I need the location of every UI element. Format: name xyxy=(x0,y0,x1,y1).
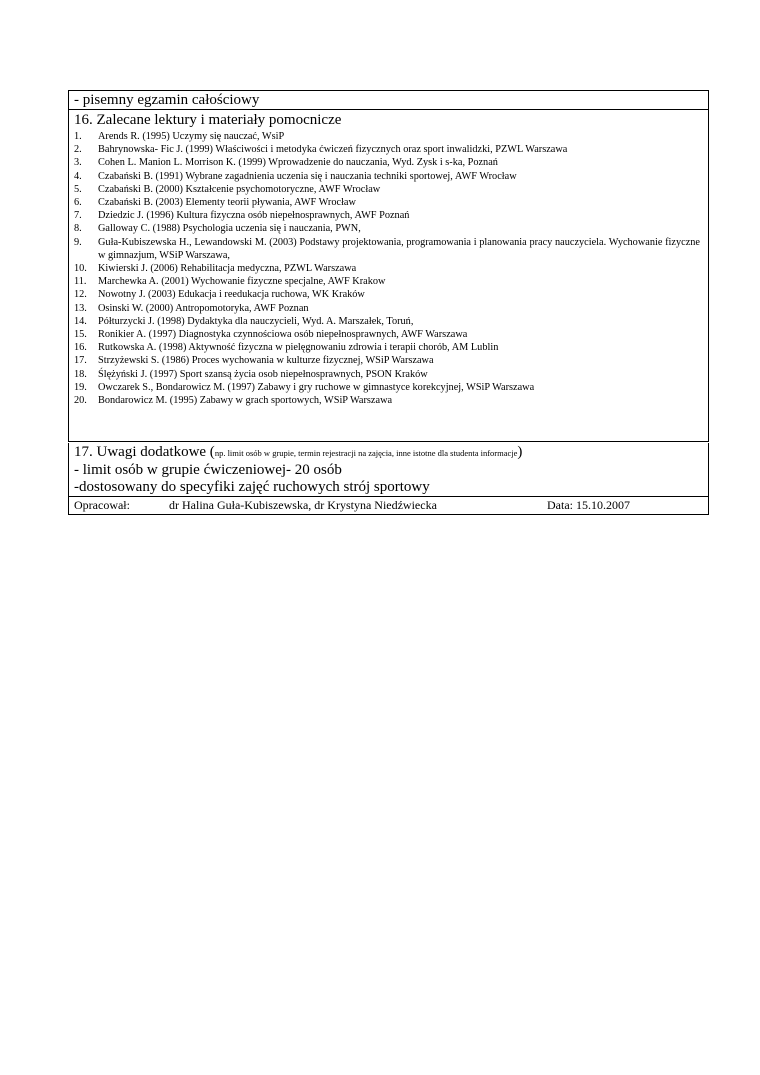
list-item xyxy=(74,262,700,275)
reference-number: 11. xyxy=(74,276,87,288)
reference-text: Strzyżewski S. (1986) Proces wychowania w kulturze fizycznej, WSiP Warszawa xyxy=(98,355,434,367)
reference-text: Bahrynowska- Fic J. (1999) Właściwości i metodyka ćwiczeń fizycznych oraz sport inwalidzki, PZWL Warszawa xyxy=(98,144,568,156)
reference-text: Guła-Kubiszewska H., Lewandowski M. (2003) Podstawy projektowania, programowania i planowania pracy nauczyciela. Wychowanie fizyczne w gimnazjum, WSiP Warszawa, xyxy=(98,236,700,261)
list-item xyxy=(74,328,700,341)
section17-heading-text: 17. Uwagi dodatkowe ( xyxy=(74,444,215,460)
reference-number: 2. xyxy=(74,144,82,156)
list-item xyxy=(74,170,700,183)
list-item xyxy=(74,302,700,315)
reference-number: 4. xyxy=(74,170,82,182)
reference-number: 18. xyxy=(74,368,87,380)
reference-number: 6. xyxy=(74,197,82,209)
reference-text: Półturzycki J. (1998) Dydaktyka dla nauczycieli, Wyd. A. Marszałek, Toruń, xyxy=(98,315,414,327)
reference-number: 12. xyxy=(74,289,87,301)
list-item xyxy=(74,275,700,288)
list-item xyxy=(74,236,700,262)
reference-text: Ronikier A. (1997) Diagnostyka czynnościowa osób niepełnosprawnych, AWF Warszawa xyxy=(98,329,468,341)
list-item xyxy=(74,354,700,367)
list-item xyxy=(74,368,700,381)
note-line-sportswear: -dostosowany do specyfiki zajęć ruchowych strój sportowy xyxy=(74,479,430,495)
prepared-by-label: Opracował: xyxy=(74,498,130,512)
section16-heading: 16. Zalecane lektury i materiały pomocnicze xyxy=(74,112,342,128)
reference-number: 1. xyxy=(74,131,82,142)
list-item xyxy=(74,209,700,222)
reference-number: 9. xyxy=(74,236,82,248)
reference-text: Czabański B. (2003) Elementy teorii pływania, AWF Wrocław xyxy=(98,197,356,209)
reference-text: Galloway C. (1988) Psychologia uczenia się i nauczania, PWN, xyxy=(98,223,361,235)
reference-text: Osinski W. (2000) Antropomotoryka, AWF Poznan xyxy=(98,302,309,314)
list-item xyxy=(74,341,700,354)
reference-number: 14. xyxy=(74,315,87,327)
reference-number: 17. xyxy=(74,355,87,367)
list-item xyxy=(74,156,700,169)
reference-text: Ślężyński J. (1997) Sport szansą życia osob niepełnosprawnych, PSON Kraków xyxy=(98,368,428,380)
reference-text: Bondarowicz M. (1995) Zabawy w grach sportowych, WSiP Warszawa xyxy=(98,395,393,407)
section17-heading-close: ) xyxy=(517,444,523,460)
reference-number: 8. xyxy=(74,223,82,235)
list-item xyxy=(74,183,700,196)
reference-number: 19. xyxy=(74,381,87,393)
reference-text: Czabański B. (1991) Wybrane zagadnienia uczenia się i nauczania techniki sportowej, AWF Wrocław xyxy=(98,170,517,182)
list-item xyxy=(74,288,700,301)
exam-row: - pisemny egzamin całościowy xyxy=(68,90,709,109)
section17-note: np. limit osób w grupie, termin rejestracji na zajęcia, inne istotne dla studenta informacje xyxy=(214,448,518,458)
reference-number: 13. xyxy=(74,302,87,314)
list-item xyxy=(74,394,700,407)
section-additional-notes xyxy=(68,443,709,497)
list-item xyxy=(74,381,700,394)
reference-text: Cohen L. Manion L. Morrison K. (1999) Wprowadzenie do nauczania, Wyd. Zysk i s-ka, Poznań xyxy=(98,157,498,169)
list-item xyxy=(74,222,700,235)
reference-number: 3. xyxy=(74,157,82,169)
reference-text: Owczarek S., Bondarowicz M. (1997) Zabawy i gry ruchowe w gimnastyce korekcyjnej, WSiP Warszawa xyxy=(98,381,535,393)
reference-number: 16. xyxy=(74,342,87,354)
reference-text: Rutkowska A. (1998) Aktywność fizyczna w pielęgnowaniu zdrowia i terapii chorób, AM Lublin xyxy=(98,342,499,354)
reference-text: Marchewka A. (2001) Wychowanie fizyczne specjalne, AWF Krakow xyxy=(98,276,386,288)
note-line-group-limit: - limit osób w grupie ćwiczeniowej- 20 osób xyxy=(74,462,342,478)
section-recommended-readings xyxy=(68,109,709,442)
reference-text: Arends R. (1995) Uczymy się nauczać, WsiP xyxy=(98,131,285,142)
reference-text: Czabański B. (2000) Kształcenie psychomotoryczne, AWF Wrocław xyxy=(98,183,381,195)
reference-list xyxy=(74,130,700,407)
syllabus-sheet xyxy=(68,90,709,515)
footer-row xyxy=(68,497,709,515)
reference-text: Kiwierski J. (2006) Rehabilitacja medyczna, PZWL Warszawa xyxy=(98,263,357,275)
reference-number: 15. xyxy=(74,329,87,341)
list-item xyxy=(74,130,700,143)
list-item xyxy=(74,315,700,328)
list-item xyxy=(74,143,700,156)
reference-text: Dziedzic J. (1996) Kultura fizyczna osób niepełnosprawnych, AWF Poznań xyxy=(98,210,410,222)
reference-number: 7. xyxy=(74,210,82,222)
reference-text: Nowotny J. (2003) Edukacja i reedukacja ruchowa, WK Kraków xyxy=(98,289,365,301)
authors: dr Halina Guła-Kubiszewska, dr Krystyna Niedźwiecka xyxy=(169,498,437,512)
reference-number: 20. xyxy=(74,395,87,407)
section17-heading xyxy=(74,443,708,462)
reference-number: 10. xyxy=(74,263,87,275)
list-item xyxy=(74,196,700,209)
date: Data: 15.10.2007 xyxy=(547,498,630,512)
reference-number: 5. xyxy=(74,183,82,195)
